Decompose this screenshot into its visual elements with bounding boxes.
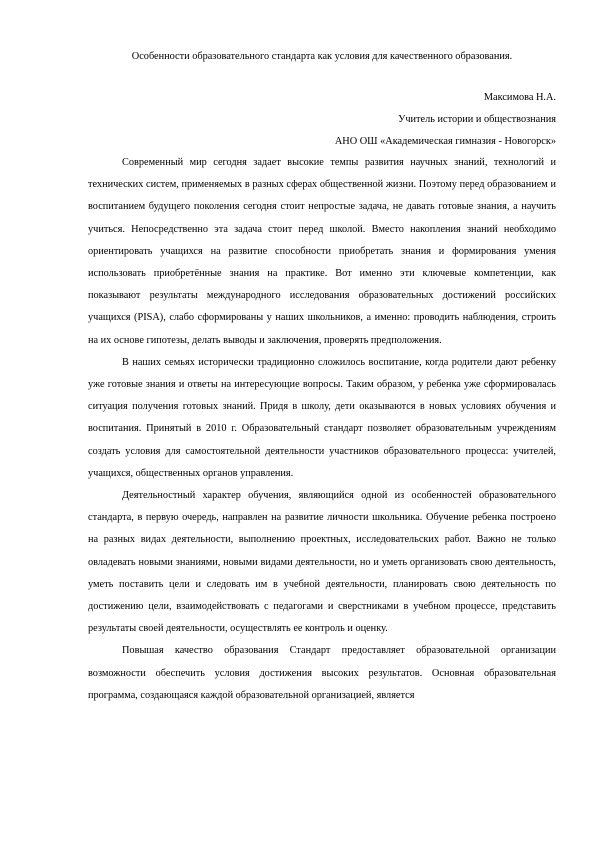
document-body [88,50,556,707]
paragraph-2: В наших семьях исторически традиционно сложилось воспитание, когда родители дают ребенку уже готовые знания и ответы на интересующие вопросы. Таким образом, у ребенка уже сформировалась ситуация получения готовых знаний. Придя в школу, дети оказываются в новых условиях обучения и воспитания. Принятый в 2010 г. Образовательный стандарт позволяет образовательным учреждениям создать условия для самостоятельной деятельности участников образовательного процесса: учителей, учащихся, общественных органов управления. [88,356,556,479]
paragraph-3: Деятельностный характер обучения, являющийся одной из особенностей образовательного стандарта, в первую очередь, направлен на развитие личности школьника. Обучение ребенка построено на разных видах деятельности, выполнению проектных, исследовательских работ. Важно не только овладевать новыми знаниями, новыми видами деятельности, но и уметь организовать свою деятельность, уметь поставить цели и следовать им в учебной деятельности, планировать свою деятельность по достижению цели, взаимодействовать с педагогами и сверстниками в учебном процессе, представить результаты своей деятельности, осуществлять ее контроль и оценку. [88,490,556,635]
paragraph-4: Повышая качество образования Стандарт предоставляет образовательной организации возможности обеспечить условия достижения высоких результатов. Основная образовательная программа, создающаяся каждой образовательной организацией, является [88,645,556,701]
author-position: Учитель истории и обществознания [398,114,556,125]
author-organization: АНО ОШ «Академическая гимназия - Новогорск» [334,136,556,147]
document-title: Особенности образовательного стандарта как условия для качественного образования. [131,51,513,62]
author-name: Максимова Н.А. [483,92,556,103]
paragraph-1: Современный мир сегодня задает высокие темпы развития научных знаний, технологий и технических систем, применяемых в разных сферах общественной жизни. Поэтому перед образованием и воспитанием будущего поколения сегодня стоит непростые задача, не давать готовые знания, а научить учиться. Непосредственно эта задача стоит перед школой. Вместо накопления знаний необходимо ориентировать учащихся на развитие способности приобретать знания и формирования умения использовать приобретённые знания на практике. Вот именно эти ключевые компетенции, как показывают результаты международного исследования образовательных достижений российских учащихся (PISA), слабо сформированы у наших школьников, а именно: проводить наблюдения, строить на их основе гипотезы, делать выводы и заключения, проверять предположения. [88,157,556,346]
